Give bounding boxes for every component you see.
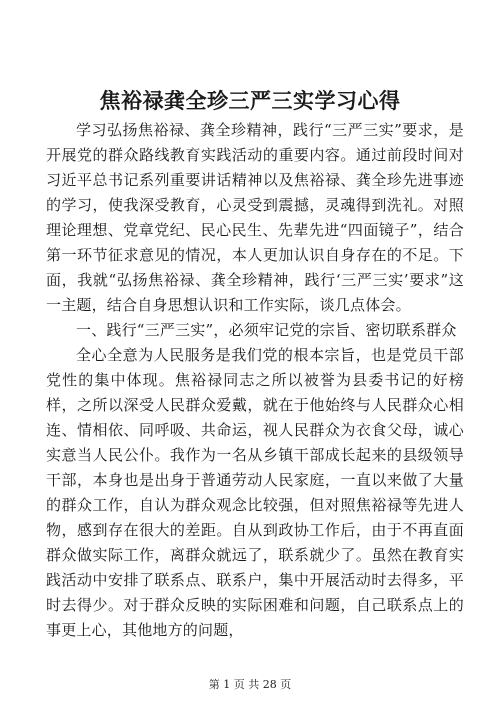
section-heading-1: 一、践行“三严三实”，必须牢记党的宗旨、密切联系群众	[76, 321, 457, 339]
document-body	[46, 118, 464, 643]
document-title: 焦裕禄龚全珍三严三实学习心得	[99, 88, 401, 113]
paragraph-intro: 学习弘扬焦裕禄、龚全珍精神，践行“三严三实”要求，是开展党的群众路线教育实践活动的重要内容。通过前段时间对习近平总书记系列重要讲话精神以及焦裕禄、龚全珍先进事迹的学习，使我深受教育，心灵受到震撼，灵魂得到洗礼。对照理论理想、党章党纪、民心民生、先辈先进“四面镜子”，结合第一环节征求意见的情况，本人更加认识自身存在的不足。下面，我就“弘扬焦裕禄、龚全珍精神，践行‘三严三实’要求”这一主题，结合自身思想认识和工作实际，谈几点体会。	[46, 121, 464, 314]
page-footer: 第 1 页 共 28 页	[208, 678, 292, 691]
paragraph-section-1: 全心全意为人民服务是我们党的根本宗旨，也是党员干部党性的集中体现。焦裕禄同志之所以被誉为县委书记的好榜样，之所以深受人民群众爱戴，就在于他始终与人民群众心相连、情相依、同呼吸、共命运，视人民群众为衣食父母，诚心实意当人民公仆。我作为一名从乡镇干部成长起来的县级领导干部，本身也是出身于普通劳动人民家庭，一直以来做了大量的群众工作，自认为群众观念比较强，但对照焦裕禄等先进人物，感到存在很大的差距。自从到政协工作后，由于不再直面群众做实际工作，离群众就远了，联系就少了。虽然在教育实践活动中安排了联系点、联系户，集中开展活动时去得多，平时去得少。对于群众反映的实际困难和问题，自己联系点上的事更上心，其他地方的问题，	[46, 346, 464, 639]
